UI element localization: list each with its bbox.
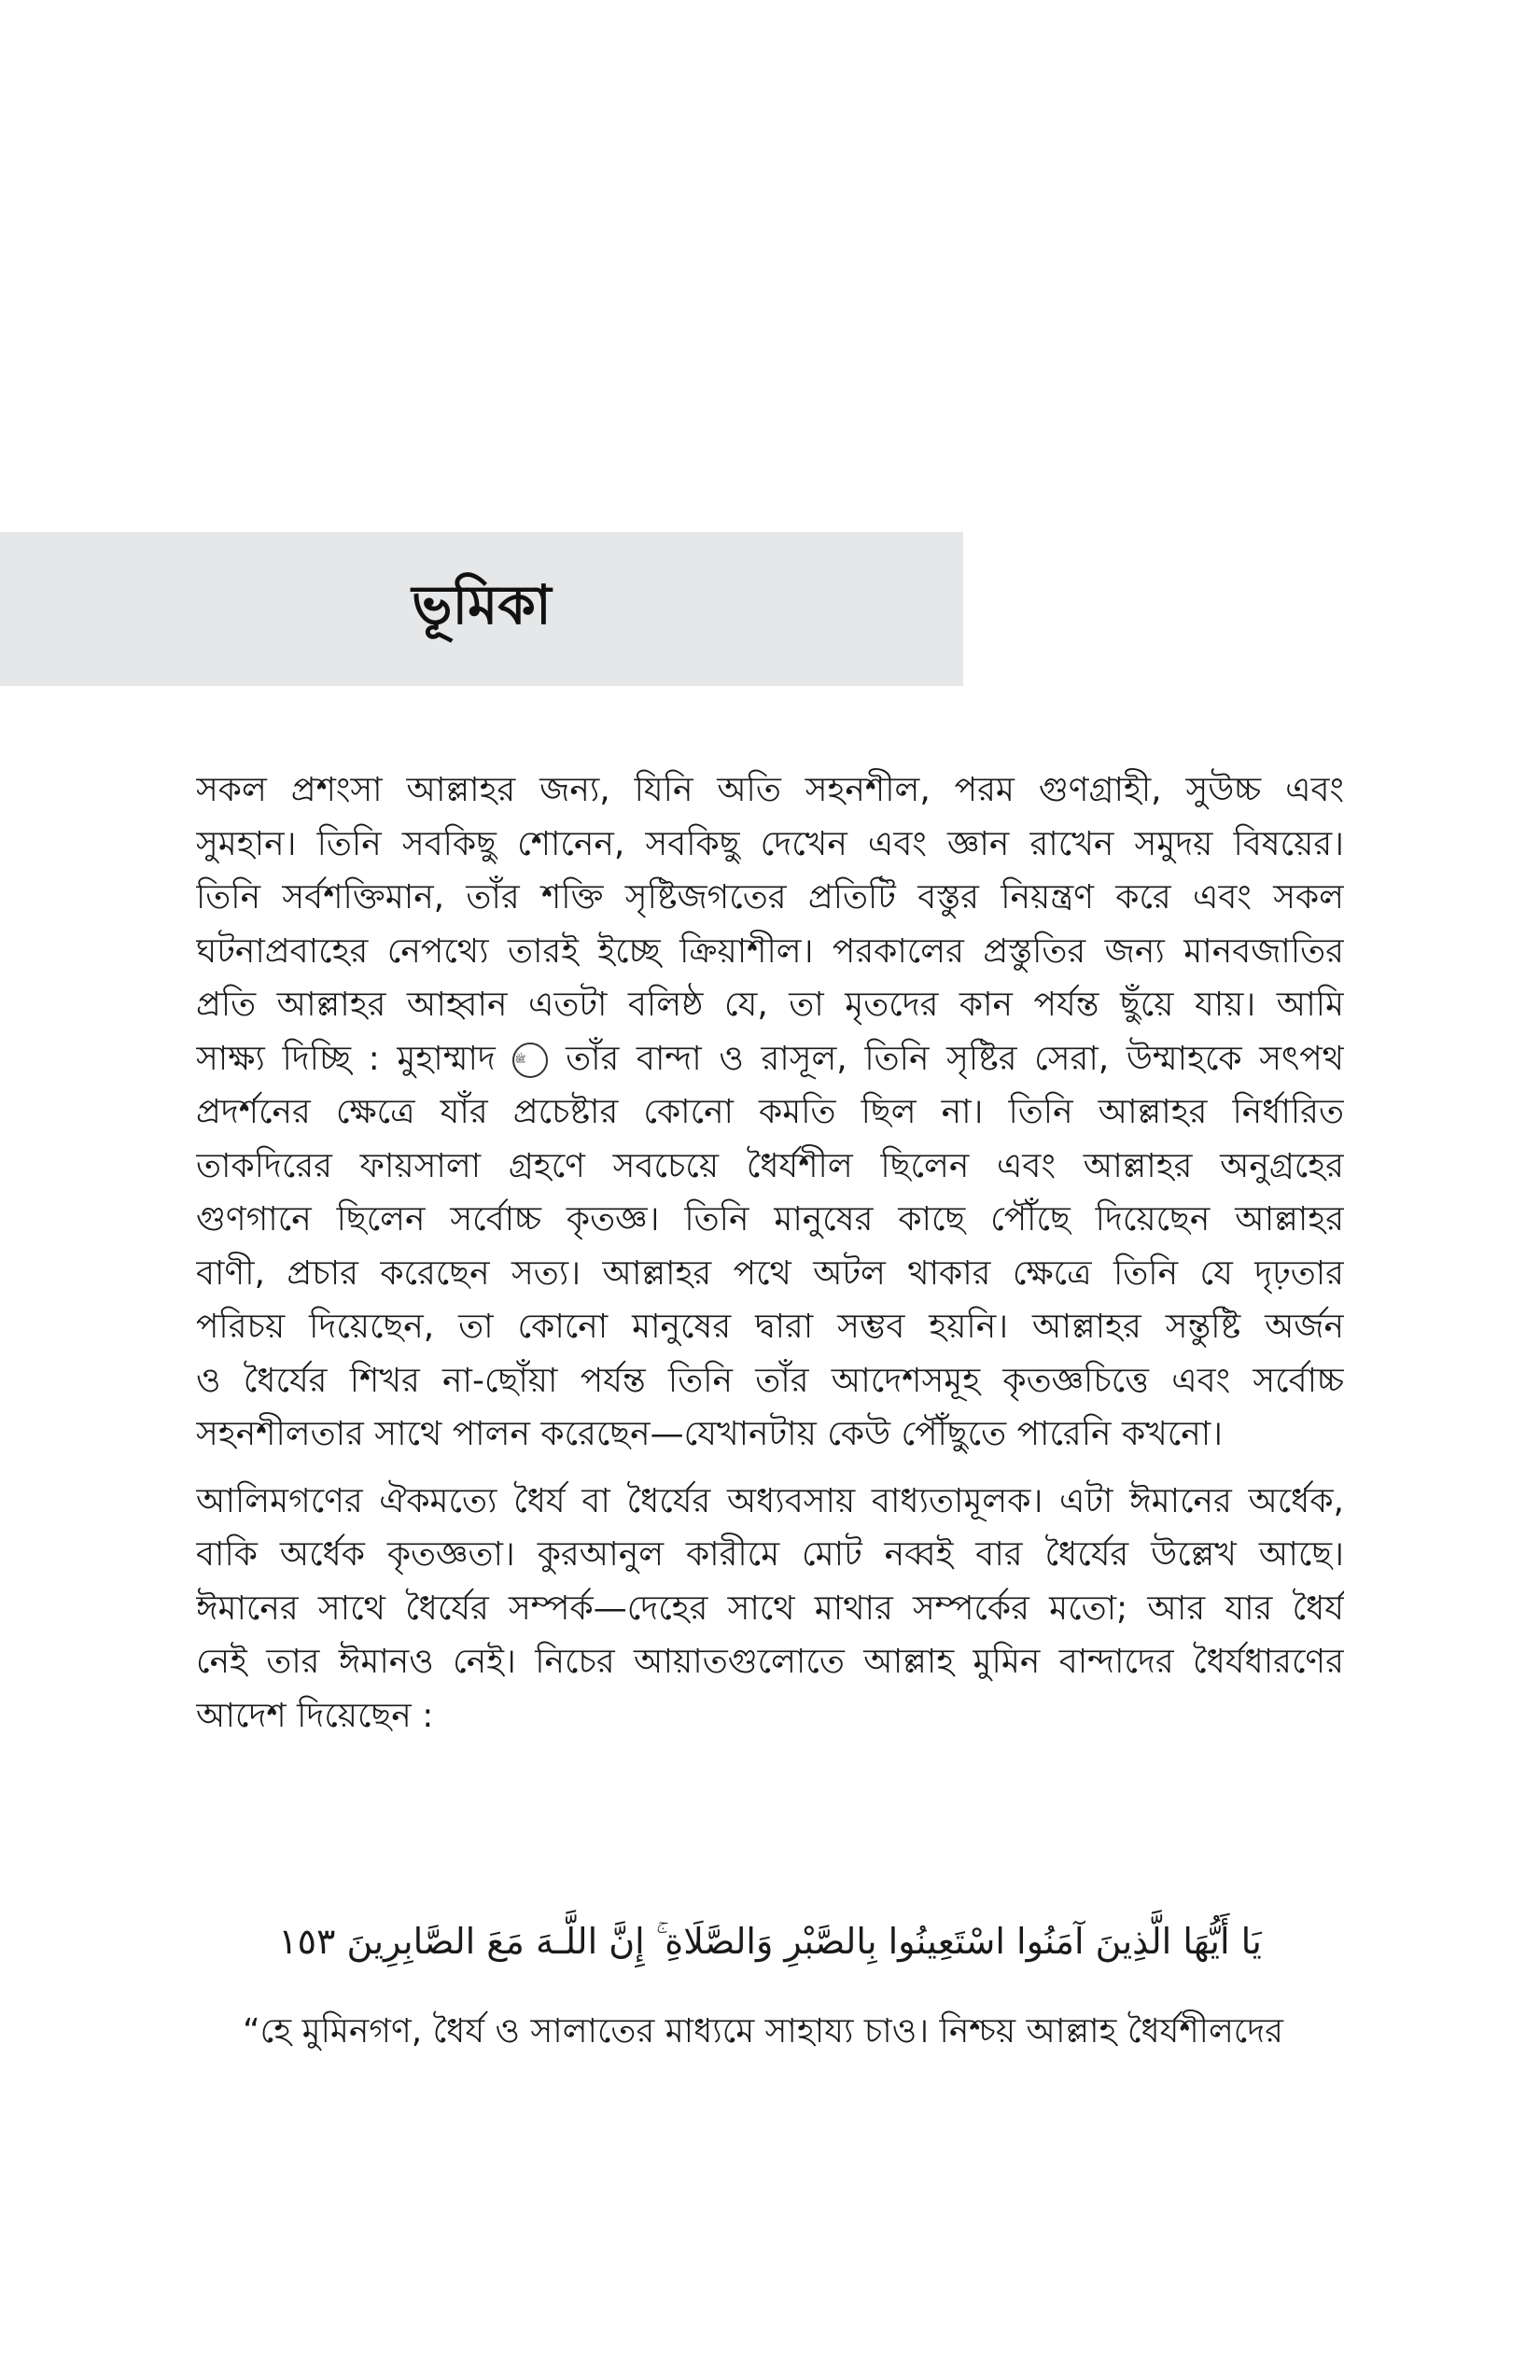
- text-line: আলিমগণের ঐকমত্যে ধৈর্য বা ধৈর্যের অধ্যবসায় বাধ্যতামূলক। এটা ঈমানের অর্ধেক,: [196, 1481, 1344, 1520]
- text-line: তাকদিরের ফায়সালা গ্রহণে সবচেয়ে ধৈর্যশীল ছিলেন এবং আল্লাহর অনুগ্রহের: [196, 1146, 1344, 1185]
- text-line: সকল প্রশংসা আল্লাহর জন্য, যিনি অতি সহনশীল, পরম গুণগ্রাহী, সুউচ্চ এবং: [196, 771, 1344, 809]
- verse-translation: “হে মুমিনগণ, ধৈর্য ও সালাতের মাধ্যমে সাহায্য চাও। নিশ্চয় আল্লাহ ধৈর্যশীলদের: [243, 2012, 1283, 2051]
- text-line: প্রতি আল্লাহর আহ্বান এতটা বলিষ্ঠ যে, তা মৃতদের কান পর্যন্ত ছুঁয়ে যায়। আমি: [196, 986, 1344, 1024]
- text-line: পরিচয় দিয়েছেন, তা কোনো মানুষের দ্বারা সম্ভব হয়নি। আল্লাহর সন্তুষ্টি অর্জন: [196, 1308, 1344, 1346]
- text-line: গুণগানে ছিলেন সর্বোচ্চ কৃতজ্ঞ। তিনি মানুষের কাছে পৌঁছে দিয়েছেন আল্লাহর: [196, 1200, 1344, 1239]
- paragraph-2: [196, 1475, 1344, 1743]
- text-line: প্রদর্শনের ক্ষেত্রে যাঁর প্রচেষ্টার কোনো কমতি ছিল না। তিনি আল্লাহর নির্ধারিত: [196, 1093, 1344, 1131]
- chapter-title: ভূমিকা: [412, 573, 552, 637]
- text-fragment: তাঁর বান্দা ও রাসূল, তিনি সৃষ্টির সেরা, উম্মাহকে সৎপথ: [566, 1039, 1344, 1078]
- text-line: বাকি অর্ধেক কৃতজ্ঞতা। কুরআনুল কারীমে মোট নব্বই বার ধৈর্যের উল্লেখ আছে।: [196, 1535, 1344, 1574]
- text-line: সহনশীলতার সাথে পালন করেছেন—যেখানটায় কেউ পৌঁছুতে পারেনি কখনো।: [196, 1415, 1224, 1453]
- text-line-with-salutation: [196, 1032, 1344, 1086]
- paragraph-1: [196, 763, 1344, 1462]
- text-line: ঘটনাপ্রবাহের নেপথ্যে তারই ইচ্ছে ক্রিয়াশীল। পরকালের প্রস্তুতির জন্য মানবজাতির: [196, 931, 1344, 971]
- text-line: আদেশ দিয়েছেন :: [196, 1696, 434, 1735]
- text-line: তিনি সর্বশক্তিমান, তাঁর শক্তি সৃষ্টিজগতের প্রতিটি বস্তুর নিয়ন্ত্রণ করে এবং সকল: [196, 878, 1344, 917]
- heading-band: [0, 532, 963, 686]
- text-line: বাণী, প্রচার করেছেন সত্য। আল্লাহর পথে অটল থাকার ক্ষেত্রে তিনি যে দৃঢ়তার: [196, 1253, 1344, 1293]
- salutation-icon: ﷺ: [512, 1043, 548, 1078]
- text-line: সুমহান। তিনি সবকিছু শোনেন, সবকিছু দেখেন এবং জ্ঞান রাখেন সমুদয় বিষয়ের।: [196, 824, 1344, 863]
- text-line: নেই তার ঈমানও নেই। নিচের আয়াতগুলোতে আল্লাহ মুমিন বান্দাদের ধৈর্যধারণের: [196, 1643, 1344, 1681]
- text-line: ঈমানের সাথে ধৈর্যের সম্পর্ক—দেহের সাথে মাথার সম্পর্কের মতো; আর যার ধৈর্য: [196, 1589, 1344, 1628]
- text-line: ও ধৈর্যের শিখর না-ছোঁয়া পর্যন্ত তিনি তাঁর আদেশসমূহ কৃতজ্ঞচিত্তে এবং সর্বোচ্চ: [196, 1361, 1344, 1400]
- quran-verse: يَا أَيُّهَا الَّذِينَ آمَنُوا اسْتَعِينُوا بِالصَّبْرِ وَالصَّلَاةِ ۚ إِنَّ اللَّـهَ مَعَ الصَّابِرِينَ ١٥٣: [278, 1921, 1262, 1962]
- text-fragment: সাক্ষ্য দিচ্ছি : মুহাম্মাদ: [196, 1039, 496, 1078]
- body-text: [196, 763, 1344, 1743]
